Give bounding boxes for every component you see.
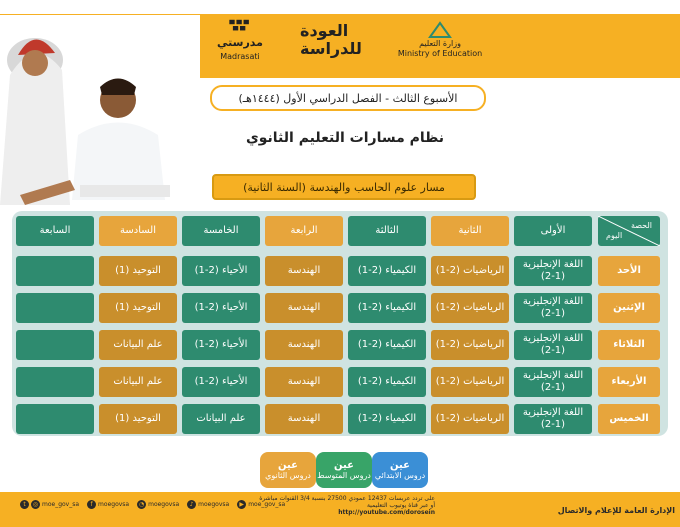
timetable-cell: اللغة الإنجليزية (2-1)	[514, 404, 592, 434]
social-handle-4[interactable]: moegovsa	[198, 501, 230, 508]
back-to-school-logo	[300, 18, 380, 62]
tiktok-icon[interactable]: ♪	[187, 500, 196, 509]
social-links	[20, 500, 285, 509]
timetable-cell: الرياضيات (2-1)	[431, 256, 509, 286]
twitter-icon[interactable]: t	[20, 500, 29, 509]
timetable-cell: الهندسة	[265, 404, 343, 434]
timetable-cell: الرياضيات (2-1)	[431, 367, 509, 397]
timetable-cell	[16, 330, 94, 360]
timetable-cell: الأحياء (2-1)	[182, 256, 260, 286]
period-header-2: الثانية	[431, 216, 509, 246]
timetable-cell	[16, 404, 94, 434]
timetable-cell	[16, 367, 94, 397]
day-label-5: الخميس	[598, 404, 660, 434]
timetable-cell: علم البيانات	[99, 330, 177, 360]
period-header-4: الرابعة	[265, 216, 343, 246]
day-label-4: الأربعاء	[598, 367, 660, 397]
channel-badge[interactable]	[372, 452, 428, 488]
badge-logo: عين	[334, 460, 354, 471]
facebook-icon[interactable]: f	[87, 500, 96, 509]
timetable-cell: اللغة الإنجليزية (2-1)	[514, 293, 592, 323]
period-header-6: السادسة	[99, 216, 177, 246]
timetable-cell: الأحياء (2-1)	[182, 367, 260, 397]
timetable-cell: الكيمياء (2-1)	[348, 367, 426, 397]
timetable-cell: الرياضيات (2-1)	[431, 330, 509, 360]
social-handle-1[interactable]: moe_gov_sa	[42, 501, 80, 508]
ministry-icon	[427, 21, 453, 39]
timetable-cell: اللغة الإنجليزية (2-1)	[514, 330, 592, 360]
timetable-cell: التوحيد (1)	[99, 293, 177, 323]
timetable-cell: التوحيد (1)	[99, 404, 177, 434]
students-photo	[0, 15, 200, 210]
timetable-cell: الكيمياء (2-1)	[348, 293, 426, 323]
channel-badge[interactable]	[316, 452, 372, 488]
timetable-cell: الكيمياء (2-1)	[348, 256, 426, 286]
broadcast-line-2: أو عبر قناة يوتيوب التعليمية	[366, 502, 435, 509]
youtube-icon[interactable]: ▶	[237, 500, 246, 509]
timetable-cell: الكيمياء (2-1)	[348, 330, 426, 360]
period-header-3: الثالثة	[348, 216, 426, 246]
timetable-cell: علم البيانات	[182, 404, 260, 434]
timetable-panel	[12, 211, 668, 436]
corner-header	[598, 216, 660, 246]
ministry-logo	[395, 18, 485, 62]
ministry-name: وزارة التعليم	[419, 39, 461, 48]
madrasati-name: مدرستي	[217, 36, 263, 49]
corner-period-label: الحصة	[630, 221, 652, 230]
madrasati-icon	[227, 18, 253, 34]
madrasati-latin: Madrasati	[220, 52, 260, 61]
day-label-2: الإثنين	[598, 293, 660, 323]
timetable-cell: الرياضيات (2-1)	[431, 293, 509, 323]
day-label-3: الثلاثاء	[598, 330, 660, 360]
badge-label: دروس الثانوي	[265, 471, 311, 480]
timetable-cell: التوحيد (1)	[99, 256, 177, 286]
snapchat-icon[interactable]: ◔	[138, 501, 145, 508]
timetable-cell	[16, 293, 94, 323]
period-header-5: الخامسة	[182, 216, 260, 246]
instagram-icon[interactable]: ◎	[32, 501, 39, 508]
timetable-cell: الأحياء (2-1)	[182, 330, 260, 360]
badge-label: دروس الابتدائي	[374, 471, 426, 480]
period-header-7: السابعة	[16, 216, 94, 246]
timetable-cell: الهندسة	[265, 256, 343, 286]
badge-label: دروس المتوسط	[317, 471, 371, 480]
timetable-cell: علم البيانات	[99, 367, 177, 397]
broadcast-line-1: على تردد عربسات 12437 عمودي 27500 بنسبة 3/4 القنوات مباشرة	[259, 495, 435, 502]
timetable-cell: الهندسة	[265, 330, 343, 360]
timetable-cell: الهندسة	[265, 293, 343, 323]
timetable-cell	[16, 256, 94, 286]
period-header-1: الأولى	[514, 216, 592, 246]
badge-logo: عين	[390, 460, 410, 471]
badge-logo: عين	[278, 460, 298, 471]
social-handle-3[interactable]: moegovsa	[148, 501, 180, 508]
corner-day-label: اليوم	[606, 231, 623, 240]
channel-badge[interactable]	[260, 452, 316, 488]
ministry-latin: Ministry of Education	[397, 49, 483, 58]
org-logo	[430, 497, 675, 525]
timetable-cell: الرياضيات (2-1)	[431, 404, 509, 434]
path-label: مسار علوم الحاسب والهندسة (السنة الثانية)	[212, 174, 476, 200]
timetable-cell: اللغة الإنجليزية (2-1)	[514, 256, 592, 286]
madrasati-logo	[205, 18, 275, 62]
timetable-cell: الهندسة	[265, 367, 343, 397]
org-name: الإدارة العامة للإعلام والاتصال	[557, 506, 675, 515]
youtube-link[interactable]: http://youtube.com/dorosein	[338, 509, 435, 516]
banner-top-gap	[0, 0, 680, 14]
social-handle-5[interactable]: moe_gov_sa	[248, 501, 286, 508]
day-label-1: الأحد	[598, 256, 660, 286]
week-label: الأسبوع الثالث - الفصل الدراسي الأول (١٤٤٤هـ)	[210, 85, 486, 111]
timetable-cell: الأحياء (2-1)	[182, 293, 260, 323]
page-title: نظام مسارات التعليم الثانوي	[245, 130, 445, 146]
timetable-cell: اللغة الإنجليزية (2-1)	[514, 367, 592, 397]
timetable-cell: الكيمياء (2-1)	[348, 404, 426, 434]
back-to-school-text: العودة للدراسة	[300, 21, 362, 58]
social-handle-2[interactable]: moegovsa	[98, 501, 130, 508]
